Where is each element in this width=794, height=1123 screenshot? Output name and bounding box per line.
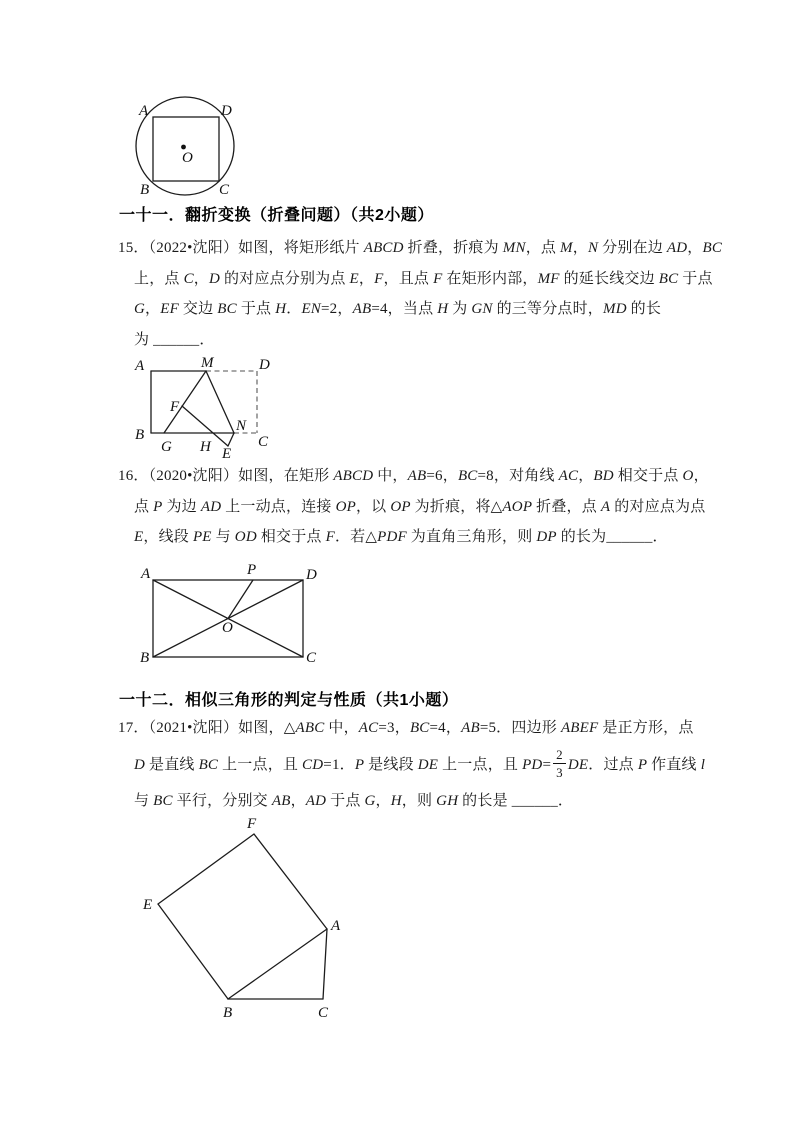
- vertex-label-F: F: [247, 816, 257, 832]
- vertex-label-N: N: [236, 418, 247, 434]
- vertex-label-P: P: [247, 562, 257, 578]
- vertex-label-E: E: [143, 897, 153, 913]
- vertex-label-C: C: [318, 1005, 329, 1021]
- vertex-label-H: H: [200, 439, 211, 455]
- problem-16-line-1: 16．（2020•沈阳）如图，在矩形 ABCD 中，AB=6，BC=8，对角线 AC，BD 相交于点 O，: [118, 468, 709, 484]
- problem-15-line-2: 上，点 C，D 的对应点分别为点 E，F，且点 F 在矩形内部，MF 的延长线交边 BC 于点: [134, 271, 713, 287]
- vertex-label-C: C: [258, 434, 269, 450]
- problem-17-line-2-before-fraction: D 是直线 BC 上一点，且 CD=1．P 是线段 DE 上一点，且 PD=: [134, 756, 552, 773]
- figure-circle-inscribed-square: [125, 88, 250, 206]
- fraction-numerator: 2: [553, 748, 566, 764]
- vertex-label-G: G: [161, 439, 172, 455]
- vertex-label-D: D: [306, 567, 317, 583]
- section-heading-12: 一十二．相似三角形的判定与性质（共1小题）: [119, 692, 459, 709]
- folded-rectangle-dashed-lines: [206, 371, 257, 433]
- problem-17-line-2: [134, 747, 706, 781]
- rectangle-diagonals-lines: [153, 580, 303, 657]
- vertex-label-A: A: [141, 566, 151, 582]
- vertex-label-D: D: [259, 357, 270, 373]
- inscribed-square: [153, 117, 219, 181]
- vertex-label-B: B: [135, 427, 145, 443]
- problem-16-line-3: E，线段 PE 与 OD 相交于点 F．若△PDF 为直角三角形，则 DP 的长为______．: [134, 529, 668, 545]
- vertex-label-A: A: [331, 918, 341, 934]
- center-dot: [181, 145, 186, 150]
- vertex-label-B: B: [140, 650, 150, 666]
- vertex-label-D: D: [221, 103, 232, 119]
- problem-15-line-1: 15．（2022•沈阳）如图，将矩形纸片 ABCD 折叠，折痕为 MN，点 M，N 分别在边 AD，BC: [118, 240, 723, 256]
- figure-folded-rectangle: [130, 352, 282, 464]
- vertex-label-E: E: [222, 446, 232, 462]
- vertex-label-M: M: [201, 355, 214, 371]
- problem-17-line-3: 与 BC 平行，分别交 AB，AD 于点 G，H，则 GH 的长是 ______．: [134, 793, 574, 809]
- fraction-two-thirds: [553, 748, 566, 779]
- center-label-O: O: [222, 620, 233, 636]
- vertex-label-B: B: [140, 182, 150, 198]
- square-on-triangle-lines: [158, 834, 327, 999]
- vertex-label-A: A: [139, 103, 149, 119]
- vertex-label-C: C: [219, 182, 230, 198]
- section-heading-11: 一十一．翻折变换（折叠问题）（共2小题）: [119, 207, 434, 224]
- vertex-label-A: A: [135, 358, 145, 374]
- fraction-denominator: 3: [556, 765, 563, 780]
- vertex-label-F: F: [170, 399, 180, 415]
- problem-15-line-3: G，EF 交边 BC 于点 H．EN=2，AB=4，当点 H 为 GN 的三等分点时，MD 的长: [134, 301, 662, 317]
- figure-square-on-triangle: [140, 812, 355, 1024]
- problem-17-line-2-after-fraction: DE．过点 P 作直线 l: [567, 756, 706, 773]
- vertex-label-C: C: [306, 650, 317, 666]
- vertex-label-B: B: [223, 1005, 233, 1021]
- problem-17-line-1: 17．（2021•沈阳）如图，△ABC 中，AC=3，BC=4，AB=5．四边形 ABEF 是正方形，点: [118, 720, 694, 736]
- problem-16-line-2: 点 P 为边 AD 上一动点，连接 OP，以 OP 为折痕，将△AOP 折叠，点 A 的对应点为点: [134, 499, 706, 515]
- center-label-O: O: [182, 150, 193, 166]
- folded-rectangle-solid-lines: [151, 371, 234, 446]
- problem-15-line-4: 为 ______．: [134, 332, 215, 348]
- figure-rectangle-diagonals: [135, 558, 340, 670]
